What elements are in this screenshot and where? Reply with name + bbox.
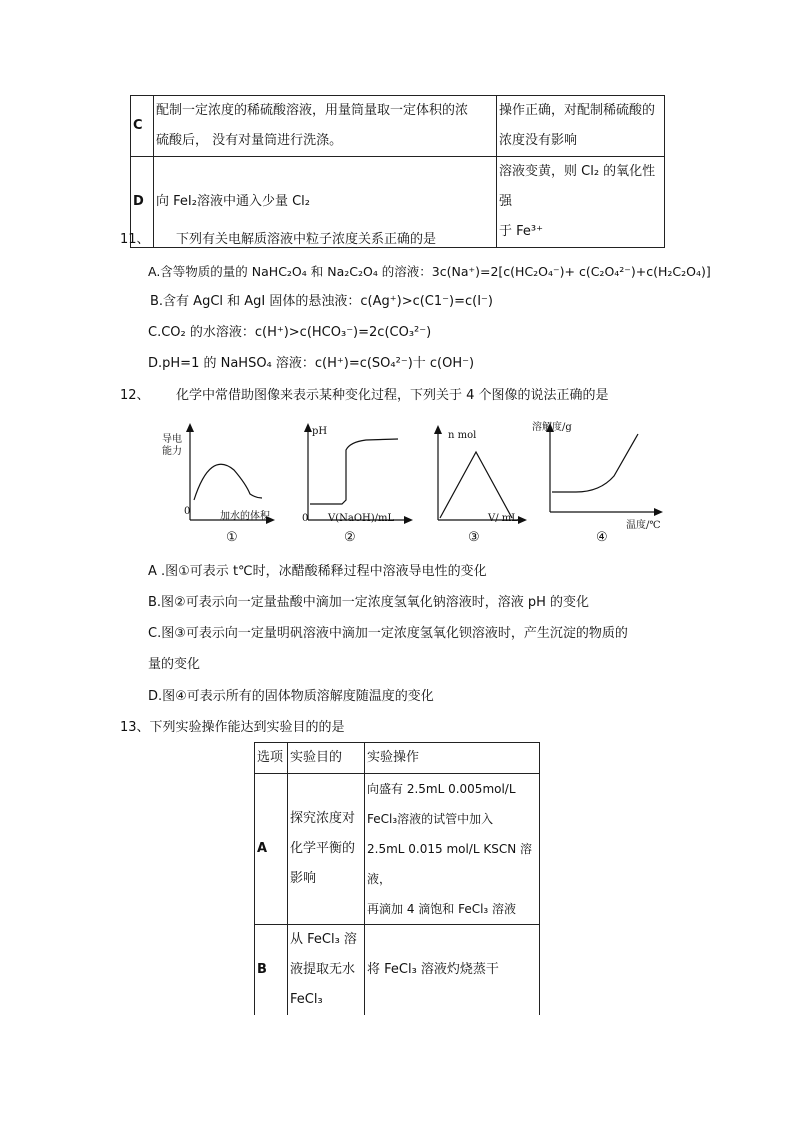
y-axis-label: 导电 <box>162 434 182 445</box>
q11-option-d: D.pH=1 的 NaHSO₄ 溶液：c(H⁺)=c(SO₄²⁻)十 c(OH⁻) <box>148 356 475 371</box>
aim-line: 化学平衡的 <box>290 841 356 856</box>
result-line: 浓度没有影响 <box>499 133 578 148</box>
x-axis-label: 加水的体积 <box>220 511 270 522</box>
header-operation: 实验操作 <box>365 743 540 774</box>
graph-number: ③ <box>468 530 480 545</box>
operation-line: 再滴加 4 滴饱和 FeCl₃ 溶液 <box>367 902 517 916</box>
option-label: A <box>255 774 288 925</box>
question-11-stem: 下列有关电解质溶液中粒子浓度关系正确的是 <box>176 232 437 247</box>
operation-line: 将 FeCl₃ 溶液灼烧蒸干 <box>367 962 499 977</box>
question-12-stem: 化学中常借助图像来表示某种变化过程，下列关于 4 个图像的说法正确的是 <box>176 388 609 403</box>
origin-label: 0 <box>184 506 191 517</box>
result-line: 溶液变黄，则 Cl₂ 的氧化性强 <box>499 164 656 209</box>
result-line: 于 Fe³⁺ <box>499 224 543 239</box>
operation-line: 向 FeI₂溶液中通入少量 Cl₂ <box>156 194 310 209</box>
header-aim: 实验目的 <box>288 743 365 774</box>
ph-curve <box>310 439 398 504</box>
q12-option-c-line1: C.图③可表示向一定量明矾溶液中滴加一定浓度氢氧化钡溶液时，产生沉淀的物质的 <box>148 626 628 641</box>
experiment-table <box>254 742 540 1015</box>
question-13-stem: 13、下列实验操作能达到实验目的的是 <box>120 720 345 735</box>
result-cell <box>497 96 665 157</box>
operation-cell <box>365 774 540 925</box>
table-row <box>255 925 540 1016</box>
graph-number: ① <box>226 530 238 545</box>
result-line: 操作正确，对配制稀硫酸的 <box>499 103 656 118</box>
x-axis-label: 温度/℃ <box>626 520 661 531</box>
q11-option-a: A.含等物质的量的 NaHC₂O₄ 和 Na₂C₂O₄ 的溶液：3c(Na⁺)=2[c(HC₂O₄⁻)+ c(C₂O₄²⁻)+c(H₂C₂O₄)] <box>148 264 711 279</box>
graph-4 <box>530 420 670 550</box>
x-axis-label: V/ mL <box>488 513 518 524</box>
y-axis-label: 溶解度/g <box>532 422 572 433</box>
aim-line: 液提取无水 <box>290 962 356 977</box>
origin-label: 0 <box>302 513 309 524</box>
aim-cell <box>288 774 365 925</box>
table-header-row <box>255 743 540 774</box>
option-label: D <box>131 157 154 248</box>
conductivity-curve <box>194 464 262 500</box>
aim-cell <box>288 925 365 1016</box>
table-row <box>255 774 540 925</box>
y-axis-label: pH <box>312 426 328 437</box>
q12-option-b: B.图②可表示向一定量盐酸中滴加一定浓度氢氧化钠溶液时，溶液 pH 的变化 <box>148 595 589 610</box>
y-axis-label: 能力 <box>162 446 182 457</box>
aim-line: 影响 <box>290 871 317 886</box>
operation-line: 配制一定浓度的稀硫酸溶液，用量筒量取一定体积的浓 <box>156 103 469 118</box>
q12-option-d: D.图④可表示所有的固体物质溶解度随温度的变化 <box>148 689 434 704</box>
q11-option-c: C.CO₂ 的水溶液：c(H⁺)>c(HCO₃⁻)=2c(CO₃²⁻) <box>148 325 432 340</box>
result-cell <box>497 157 665 248</box>
operation-cell <box>365 925 540 1016</box>
option-label: B <box>255 925 288 1016</box>
question-11-number: 11、 <box>120 232 150 247</box>
option-label: C <box>131 96 154 157</box>
operation-line: 向盛有 2.5mL 0.005mol/L <box>367 782 516 796</box>
aim-line: FeCl₃ <box>290 992 323 1007</box>
operation-line: 硫酸后， 没有对量筒进行洗涤。 <box>156 133 343 148</box>
q11-option-b: B.含有 AgCl 和 AgI 固体的悬浊液：c(Ag⁺)>c(C1⁻)=c(I⁻) <box>150 294 493 309</box>
graph-number: ② <box>344 530 356 545</box>
table-row <box>131 96 665 157</box>
operation-line: 2.5mL 0.015 mol/L KSCN 溶液， <box>367 842 533 886</box>
graph-3 <box>432 420 532 550</box>
graph-1 <box>158 420 278 550</box>
question-12-number: 12、 <box>120 388 150 403</box>
operation-cell <box>154 96 497 157</box>
operation-line: FeCl₃溶液的试管中加入 <box>367 812 494 826</box>
header-option: 选项 <box>255 743 288 774</box>
aim-line: 探究浓度对 <box>290 811 356 826</box>
precipitate-curve <box>440 452 512 518</box>
y-axis-label: n mol <box>448 430 477 441</box>
graph-2 <box>296 420 416 550</box>
q12-option-a: A .图①可表示 t℃时，冰醋酸稀释过程中溶液导电性的变化 <box>148 564 487 579</box>
options-table-top <box>130 95 665 248</box>
graph-number: ④ <box>596 530 608 545</box>
solubility-curve <box>552 434 638 492</box>
aim-line: 从 FeCl₃ 溶 <box>290 932 357 947</box>
q12-option-c-line2: 量的变化 <box>148 657 201 672</box>
x-axis-label: V(NaOH)/mL <box>328 513 395 524</box>
